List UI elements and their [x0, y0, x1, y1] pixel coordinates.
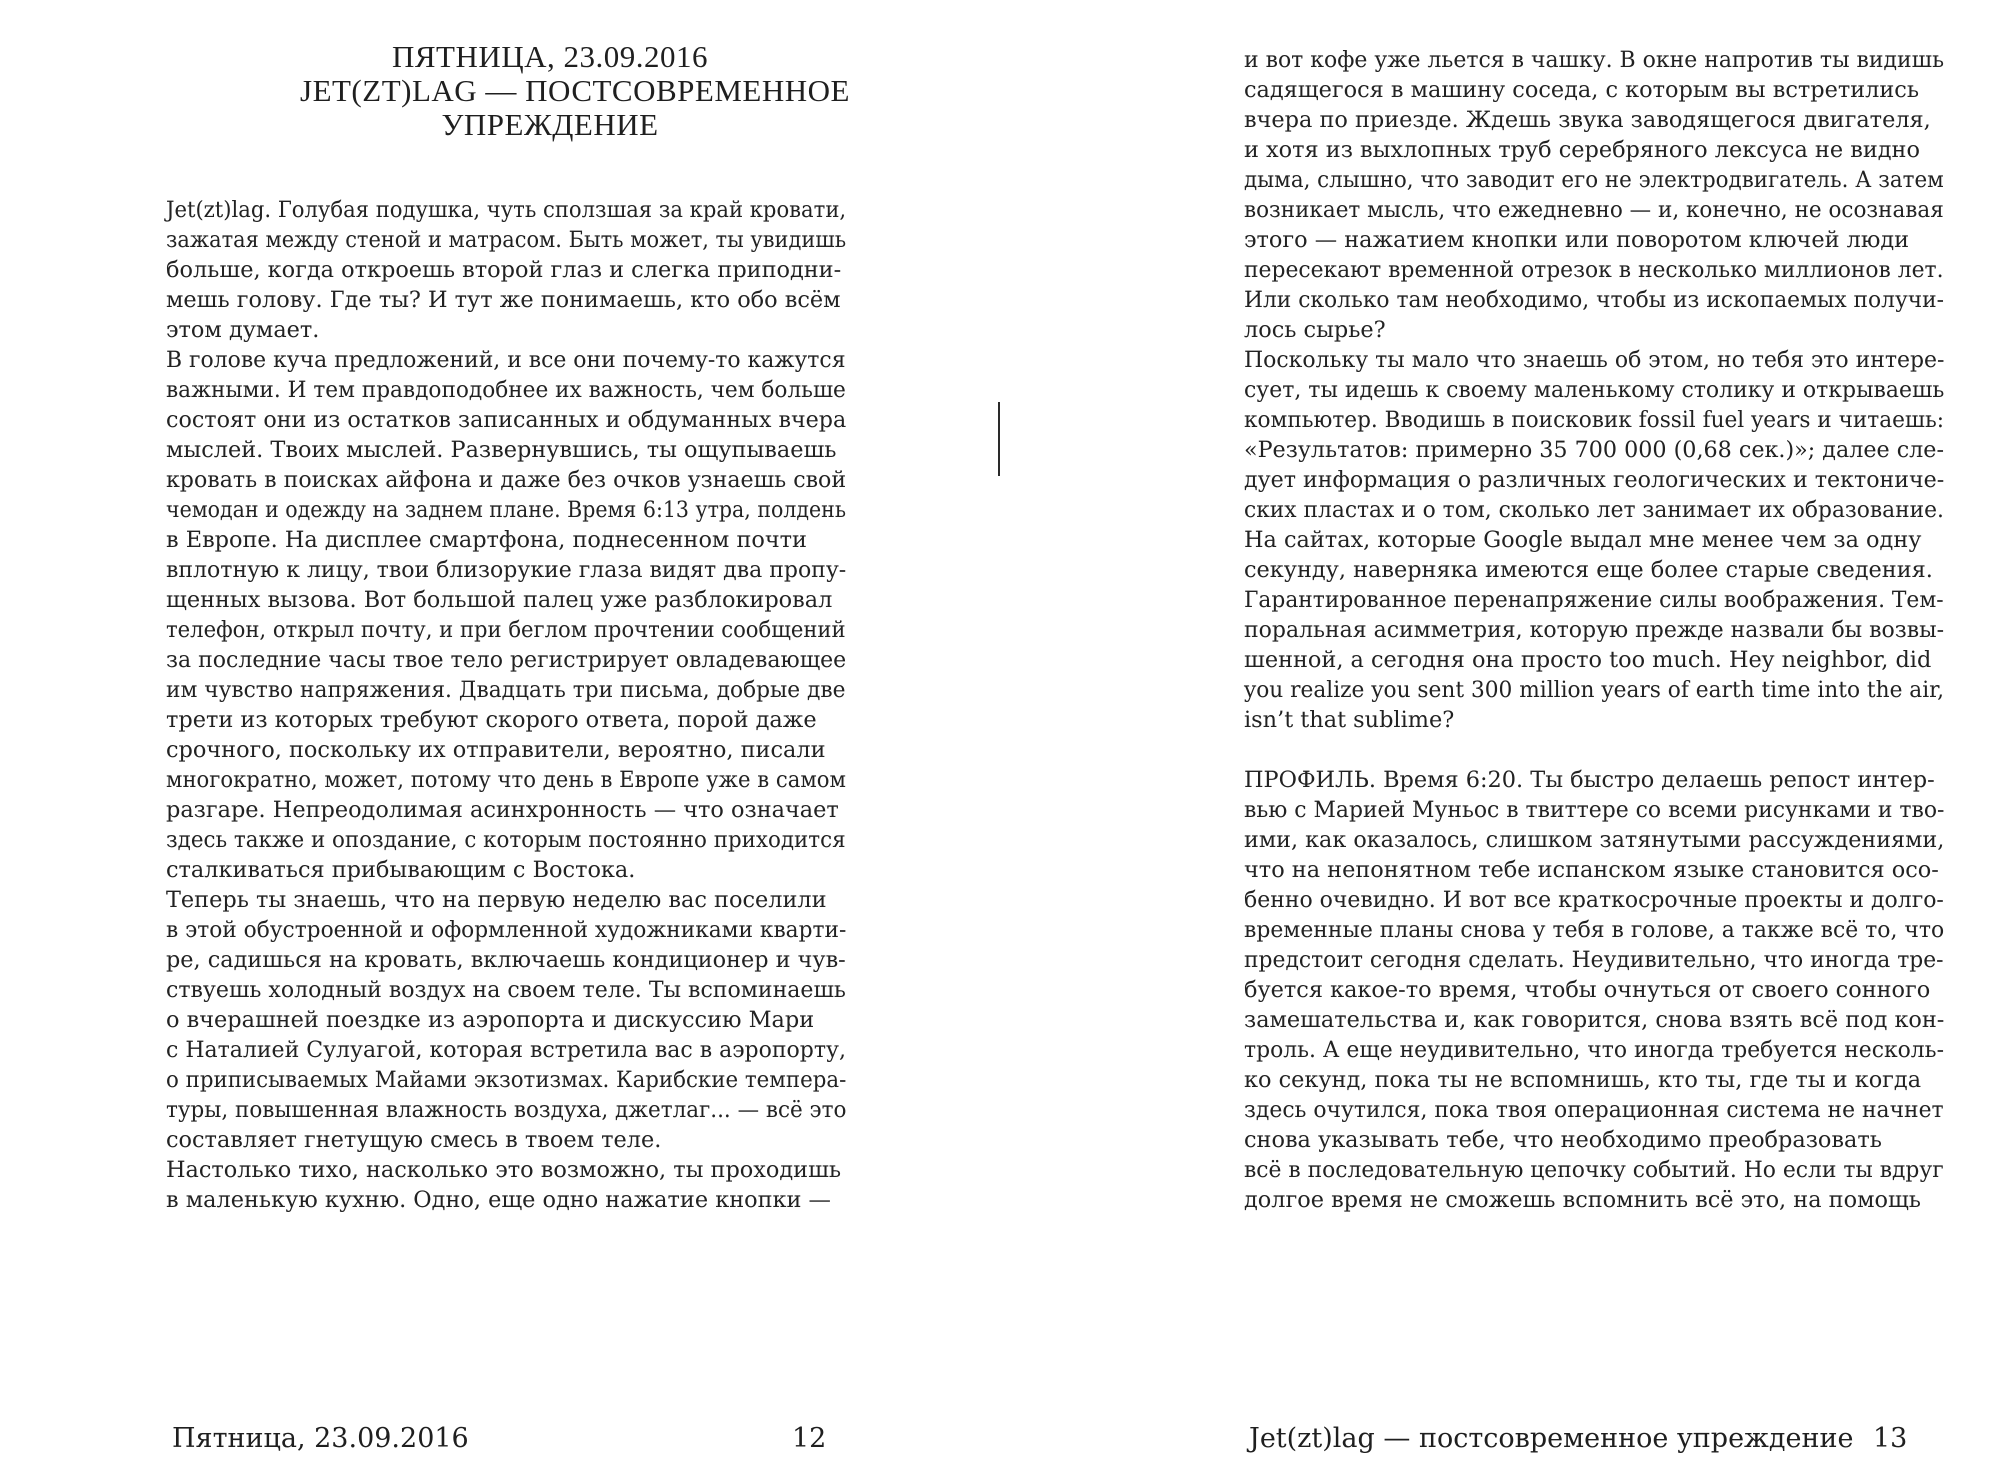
text-line: Гарантированное перенапряжение силы воображения. Тем-: [1244, 587, 1944, 613]
chapter-title-line: УПРЕЖДЕНИЕ: [441, 107, 659, 142]
text-line: что на непонятном тебе испанском языке становится осо-: [1244, 857, 1939, 883]
text-line: ко секунд, пока ты не вспомнишь, кто ты, где ты и когда: [1244, 1067, 1922, 1093]
text-line: возникает мысль, что ежедневно — и, конечно, не осознавая: [1244, 197, 1944, 223]
text-line: «Результатов: примерно 35 700 000 (0,68 сек.)»; далее сле-: [1244, 437, 1944, 463]
text-line: трети из которых требуют скорого ответа, порой даже: [166, 707, 817, 733]
text-line: этого — нажатием кнопки или поворотом ключей люди: [1244, 227, 1910, 253]
text-line: шенной, а сегодня она просто too much. Hey neighbor, did: [1244, 647, 1932, 673]
text-line: пересекают временной отрезок в несколько миллионов лет.: [1244, 257, 1944, 283]
text-line: сталкиваться прибывающим с Востока.: [166, 857, 636, 883]
text-line: снова указывать тебе, что необходимо преобразовать: [1244, 1127, 1882, 1153]
text-line: здесь также и опоздание, с которым постоянно приходится: [166, 827, 846, 853]
text-line: за последние часы твое тело регистрирует овладевающее: [166, 647, 847, 673]
text-line: важными. И тем правдоподобнее их важность, чем больше: [166, 377, 846, 403]
text-line: разгаре. Непреодолимая асинхронность — что означает: [166, 797, 839, 823]
text-line: бенно очевидно. И вот все краткосрочные проекты и долго-: [1244, 887, 1944, 913]
text-line: мешь голову. Где ты? И тут же понимаешь, кто обо всём: [166, 287, 841, 313]
chapter-title: [300, 39, 850, 142]
chapter-title-line: ПЯТНИЦА, 23.09.2016: [391, 39, 709, 74]
text-line: лось сырье?: [1244, 317, 1386, 343]
page-edge-mark: [998, 402, 1000, 476]
text-line: предстоит сегодня сделать. Неудивительно, что иногда тре-: [1244, 947, 1944, 973]
text-line: вчера по приезде. Ждешь звука заводящегося двигателя,: [1244, 107, 1931, 133]
text-line: здесь очутился, пока твоя операционная система не начнет: [1244, 1097, 1944, 1123]
text-line: ими, как оказалось, слишком затянутыми рассуждениями,: [1244, 827, 1945, 853]
text-line: На сайтах, которые Google выдал мне менее чем за одну: [1244, 527, 1922, 553]
text-line: компьютер. Вводишь в поисковик fossil fuel years и читаешь:: [1244, 407, 1945, 433]
text-line: дует информация о различных геологических и тектониче-: [1244, 467, 1945, 493]
text-line: с Наталией Сулуагой, которая встретила вас в аэропорту,: [166, 1037, 846, 1063]
text-line: туры, повышенная влажность воздуха, джетлаг... — всё это: [166, 1097, 847, 1123]
text-line: и вот кофе уже льется в чашку. В окне напротив ты видишь: [1244, 47, 1945, 73]
text-line: ствуешь холодный воздух на своем теле. Ты вспоминаешь: [166, 977, 846, 1003]
text-line: сует, ты идешь к своему маленькому столику и открываешь: [1244, 377, 1945, 403]
right-running-head: Jet(zt)lag — постсовременное упреждение: [1249, 1423, 1854, 1454]
text-line: этом думает.: [166, 317, 320, 343]
text-line: в маленькую кухню. Одно, еще одно нажатие кнопки —: [166, 1187, 831, 1213]
text-line: всё в последовательную цепочку событий. Но если ты вдруг: [1244, 1157, 1944, 1183]
text-line: зажатая между стеной и матрасом. Быть может, ты увидишь: [166, 227, 847, 253]
paragraph-gap: [1244, 735, 1944, 765]
text-line: Или сколько там необходимо, чтобы из ископаемых получи-: [1244, 287, 1945, 313]
left-body-text: [166, 195, 846, 1215]
text-line: больше, когда откроешь второй глаз и слегка приподни-: [166, 257, 842, 283]
text-line: и хотя из выхлопных труб серебряного лексуса не видно: [1244, 137, 1920, 163]
text-line: многократно, может, потому что день в Европе уже в самом: [166, 767, 846, 793]
text-line: Поскольку ты мало что знаешь об этом, но тебя это интере-: [1244, 347, 1945, 373]
right-page: [1000, 0, 2000, 1484]
text-line: троль. А еще неудивительно, что иногда требуется несколь-: [1244, 1037, 1944, 1063]
right-body-text: [1244, 45, 1944, 1215]
text-line: Теперь ты знаешь, что на первую неделю вас поселили: [166, 887, 827, 913]
left-running-head: Пятница, 23.09.2016: [172, 1423, 469, 1454]
text-line: вью с Марией Муньос в твиттере со всеми рисунками и тво-: [1244, 797, 1945, 823]
text-line: поральная асимметрия, которую прежде назвали бы возвы-: [1244, 617, 1945, 643]
left-page-number: 12: [792, 1423, 827, 1454]
text-line: садящегося в машину соседа, с которым вы встретились: [1244, 77, 1920, 103]
text-line: В голове куча предложений, и все они почему-то кажутся: [166, 347, 846, 373]
text-line: о приписываемых Майами экзотизмах. Карибские темпера-: [166, 1067, 847, 1093]
text-line: кровать в поисках айфона и даже без очков узнаешь свой: [166, 467, 847, 493]
text-line: чемодан и одежду на заднем плане. Время 6:13 утра, полдень: [166, 497, 847, 523]
text-line: Jet(zt)lag. Голубая подушка, чуть сползшая за край кровати,: [166, 197, 847, 223]
text-line: вплотную к лицу, твои близорукие глаза видят два пропу-: [166, 557, 847, 583]
text-line: ре, садишься на кровать, включаешь кондиционер и чув-: [166, 947, 846, 973]
text-line: телефон, открыл почту, и при беглом прочтении сообщений: [166, 617, 846, 643]
text-line: щенных вызова. Вот большой палец уже разблокировал: [166, 587, 833, 613]
text-line: им чувство напряжения. Двадцать три письма, добрые две: [166, 677, 846, 703]
text-line: мыслей. Твоих мыслей. Развернувшись, ты ощупываешь: [166, 437, 837, 463]
text-line: долгое время не сможешь вспомнить всё это, на помощь: [1244, 1187, 1921, 1213]
text-line: срочного, поскольку их отправители, вероятно, писали: [166, 737, 826, 763]
chapter-title-line: JET(ZT)LAG — ПОСТСОВРЕМЕННОЕ: [300, 73, 850, 108]
text-line: isn’t that sublime?: [1244, 707, 1455, 733]
text-line: временные планы снова у тебя в голове, а также всё то, что: [1244, 917, 1945, 943]
text-line: ских пластах и о том, сколько лет занимает их образование.: [1244, 497, 1944, 523]
text-line: о вчерашней поездке из аэропорта и дискуссию Мари: [166, 1007, 815, 1033]
text-line: состоят они из остатков записанных и обдуманных вчера: [166, 407, 847, 433]
text-line: ПРОФИЛЬ. Время 6:20. Ты быстро делаешь репост интер-: [1244, 767, 1935, 793]
text-line: секунду, наверняка имеются еще более старые сведения.: [1244, 557, 1933, 583]
text-line: буется какое-то время, чтобы очнуться от своего сонного: [1244, 977, 1931, 1003]
text-line: составляет гнетущую смесь в твоем теле.: [166, 1127, 662, 1153]
text-line: дыма, слышно, что заводит его не электродвигатель. А затем: [1244, 167, 1944, 193]
right-page-number: 13: [1873, 1423, 1908, 1454]
text-line: you realize you sent 300 million years of earth time into the air,: [1244, 677, 1945, 703]
text-line: в этой обустроенной и оформленной художниками кварти-: [166, 917, 847, 943]
text-line: в Европе. На дисплее смартфона, поднесенном почти: [166, 527, 807, 553]
text-line: замешательства и, как говорится, снова взять всё под кон-: [1244, 1007, 1945, 1033]
text-line: Настолько тихо, насколько это возможно, ты проходишь: [166, 1157, 842, 1183]
